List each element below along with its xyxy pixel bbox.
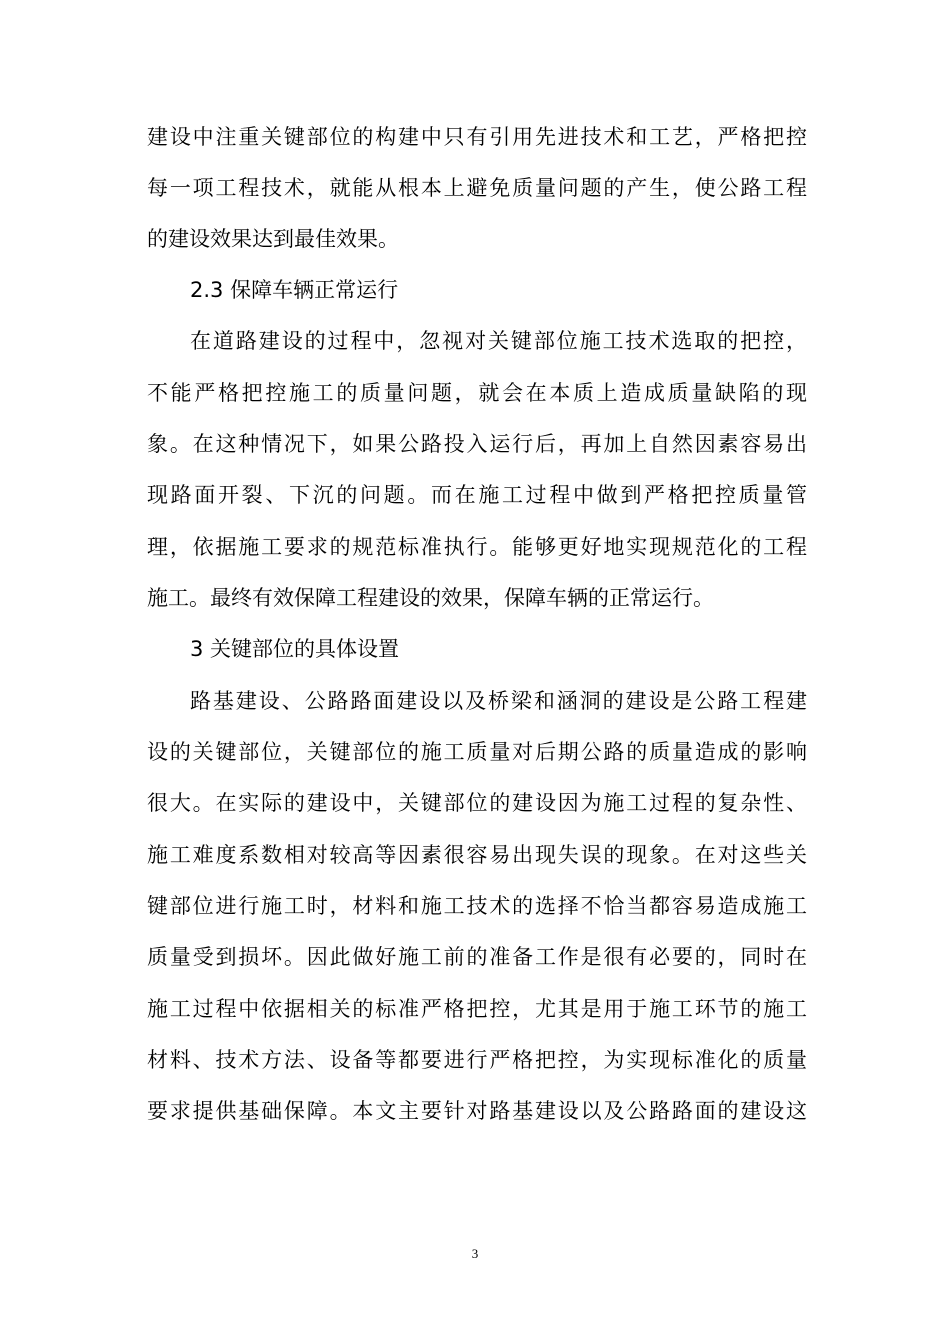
text-line-6: 不能严格把控施工的质量问题，就会在本质上造成质量缺陷的现 <box>147 381 807 405</box>
text-line-13: 设的关键部位，关键部位的施工质量对后期公路的质量造成的影响 <box>147 740 807 764</box>
text-line-7: 象。在这种情况下，如果公路投入运行后，再加上自然因素容易出 <box>147 432 807 456</box>
text-line-9: 理，依据施工要求的规范标准执行。能够更好地实现规范化的工程 <box>147 535 807 559</box>
text-line-19: 材料、技术方法、设备等都要进行严格把控，为实现标准化的质量 <box>147 1048 807 1072</box>
section-heading-2-3: 2.3 保障车辆正常运行 <box>190 278 399 302</box>
text-line-16: 键部位进行施工时，材料和施工技术的选择不恰当都容易造成施工 <box>147 894 807 918</box>
text-line-17: 质量受到损坏。因此做好施工前的准备工作是很有必要的，同时在 <box>147 945 807 969</box>
text-line-12: 路基建设、公路路面建设以及桥梁和涵洞的建设是公路工程建 <box>190 689 807 713</box>
text-line-15: 施工难度系数相对较高等因素很容易出现失误的现象。在对这些关 <box>147 843 807 867</box>
text-line-3: 的建设效果达到最佳效果。 <box>147 227 399 251</box>
section-heading-3: 3 关键部位的具体设置 <box>190 637 400 661</box>
text-line-5: 在道路建设的过程中，忽视对关键部位施工技术选取的把控， <box>190 329 807 353</box>
text-line-10: 施工。最终有效保障工程建设的效果，保障车辆的正常运行。 <box>147 586 714 610</box>
text-line-1: 建设中注重关键部位的构建中只有引用先进技术和工艺，严格把控 <box>147 125 807 149</box>
text-line-2: 每一项工程技术，就能从根本上避免质量问题的产生，使公路工程 <box>147 176 807 200</box>
text-line-8: 现路面开裂、下沉的问题。而在施工过程中做到严格把控质量管 <box>147 483 807 507</box>
text-line-14: 很大。在实际的建设中，关键部位的建设因为施工过程的复杂性、 <box>147 791 807 815</box>
page-number: 3 <box>471 1246 479 1261</box>
text-line-18: 施工过程中依据相关的标准严格把控，尤其是用于施工环节的施工 <box>147 997 807 1021</box>
text-line-20: 要求提供基础保障。本文主要针对路基建设以及公路路面的建设这 <box>147 1099 807 1123</box>
